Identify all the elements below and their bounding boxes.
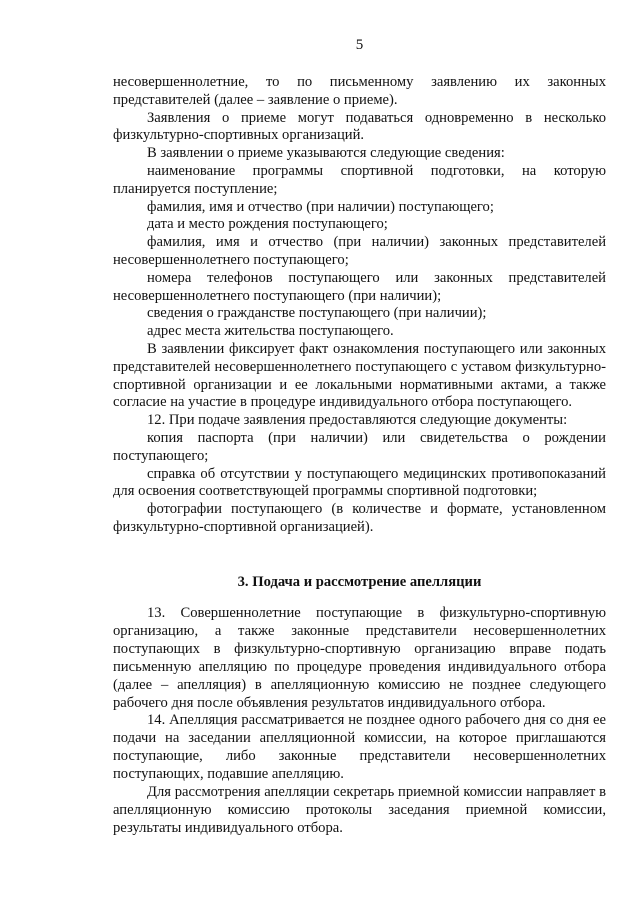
list-item: наименование программы спортивной подготовки, на которую планируется поступление; [113,162,606,197]
body-text-bottom [113,605,606,838]
list-item: дата и место рождения поступающего; [147,216,388,233]
list-item: сведения о гражданстве поступающего (при наличии); [147,305,487,322]
paragraph: В заявлении о приеме указываются следующие сведения: [147,145,505,162]
list-item: фамилия, имя и отчество (при наличии) поступающего; [147,198,494,215]
paragraph: 12. При подаче заявления предоставляются следующие документы: [147,412,568,429]
paragraph: 14. Апелляция рассматривается не позднее одного рабочего дня со дня ее подачи на заседании апелляционной комиссии, на которое приглашаются поступающие, либо законные представители несовершеннолетних поступающих, подавшие апелляцию. [113,712,606,783]
section-title: 3. Подача и рассмотрение апелляции [237,574,482,590]
page-number: 5 [355,37,364,53]
paragraph: В заявлении фиксирует факт ознакомления поступающего или законных представителей несовершеннолетнего поступающего с уставом физкультурно-спортивной организации и ее локальными нормативными актами, а также согласие на участие в процедуре индивидуального отбора поступающего. [113,340,606,411]
list-item: фотографии поступающего (в количестве и формате, установленном физкультурно-спортивной организацией). [113,501,606,535]
list-item: адрес места жительства поступающего. [147,323,394,340]
list-item: копия паспорта (при наличии) или свидетельства о рождении поступающего; [113,429,606,464]
body-text-top [113,74,606,537]
paragraph: Для рассмотрения апелляции секретарь приемной комиссии направляет в апелляционную комиссию протоколы заседания приемной комиссии, результаты индивидуального отбора. [113,784,606,836]
list-item: номера телефонов поступающего или законных представителей несовершеннолетнего поступающего (при наличии); [113,269,606,304]
paragraph: Заявления о приеме могут подаваться одновременно в несколько физкультурно-спортивных организаций. [113,109,606,144]
list-item: справка об отсутствии у поступающего медицинских противопоказаний для освоения соответствующей программы спортивной подготовки; [113,465,606,500]
paragraph: 13. Совершеннолетние поступающие в физкультурно-спортивную организацию, а также законные представители несовершеннолетних поступающих в физкультурно-спортивную организацию вправе подать письменную апелляцию по процедуре проведения индивидуального отбора (далее – апелляция) в апелляционную комиссию не позднее следующего рабочего дня после объявления результатов индивидуального отбора. [113,605,606,711]
paragraph: несовершеннолетние, то по письменному заявлению их законных представителей (далее – заявление о приеме). [113,74,606,108]
list-item: фамилия, имя и отчество (при наличии) законных представителей несовершеннолетнего поступающего; [113,234,606,268]
